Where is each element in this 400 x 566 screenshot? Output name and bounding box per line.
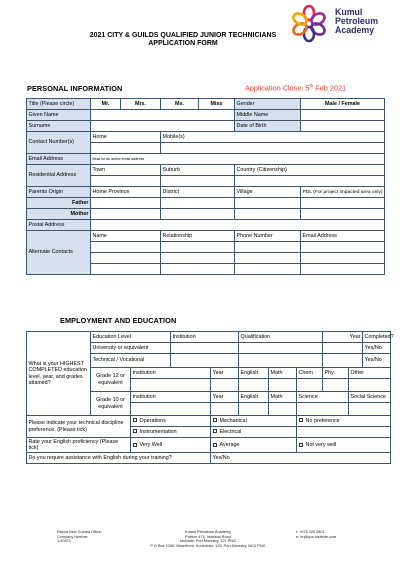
grade12-math-header: Math bbox=[269, 368, 297, 379]
alt-name-field[interactable] bbox=[91, 264, 161, 275]
technical-year-field[interactable] bbox=[323, 354, 363, 368]
home-phone-field[interactable] bbox=[91, 143, 161, 154]
grade12-english-field[interactable] bbox=[239, 379, 269, 392]
grade12-year-header: Year bbox=[211, 368, 239, 379]
technical-qualification-field[interactable] bbox=[239, 354, 323, 368]
english-rate-label: Rate your English proficiency (Please tick) bbox=[27, 438, 131, 453]
employment-heading: EMPLOYMENT AND EDUCATION bbox=[60, 316, 177, 325]
grade12-chem-field[interactable] bbox=[297, 379, 323, 392]
checkbox-icon[interactable] bbox=[299, 443, 303, 447]
grade12-chem-header: Chem bbox=[297, 368, 323, 379]
grade10-year-header: Year bbox=[211, 392, 239, 403]
parents-origin-label: Parents Origin bbox=[27, 187, 91, 198]
grade12-english-header: English bbox=[239, 368, 269, 379]
pdl-label: PDL (For project impacted area only) bbox=[301, 187, 385, 198]
grade10-institution-field[interactable] bbox=[131, 403, 211, 416]
dob-field[interactable] bbox=[301, 121, 385, 132]
checkbox-icon[interactable] bbox=[133, 429, 137, 433]
mother-village-field[interactable] bbox=[235, 209, 301, 220]
logo-text: Kumul Petroleum Academy bbox=[335, 7, 379, 35]
title-label: Title (Please circle) bbox=[27, 99, 91, 110]
home-province-label: Home Province bbox=[91, 187, 161, 198]
father-label: Father bbox=[27, 198, 91, 209]
alt-name-field[interactable] bbox=[91, 253, 161, 264]
email-field[interactable] bbox=[91, 154, 385, 165]
alt-contacts-label: Alternate Contacts bbox=[27, 231, 91, 275]
country-label: Country (Citizenship) bbox=[235, 165, 385, 176]
grade12-other-header: Other bbox=[349, 368, 391, 379]
option-instrumentation[interactable]: Instrumentation bbox=[131, 427, 211, 438]
given-name-label: Given Name bbox=[27, 110, 91, 121]
grade12-institution-field[interactable] bbox=[131, 379, 211, 392]
option-very-well[interactable]: Very Well bbox=[131, 438, 211, 453]
grade10-english-field[interactable] bbox=[239, 403, 269, 416]
grade10-social-science-header: Social Science bbox=[349, 392, 391, 403]
father-village-field[interactable] bbox=[235, 198, 301, 209]
alt-name-field[interactable] bbox=[91, 242, 161, 253]
personal-info-heading: PERSONAL INFORMATION bbox=[27, 84, 123, 93]
option-no-preference[interactable]: No preference bbox=[297, 416, 391, 427]
grade10-math-header: Math bbox=[269, 392, 297, 403]
suburb-label: Suburb bbox=[161, 165, 235, 176]
country-field[interactable] bbox=[235, 176, 385, 187]
checkbox-icon[interactable] bbox=[133, 443, 137, 447]
mother-label: Mother bbox=[27, 209, 91, 220]
grade12-other-field[interactable] bbox=[349, 379, 391, 392]
alt-relationship-label: Relationship bbox=[161, 231, 235, 242]
university-institution-field[interactable] bbox=[171, 343, 239, 354]
option-blank[interactable] bbox=[297, 427, 391, 438]
university-label: University or equivalent bbox=[91, 343, 171, 354]
mother-district-field[interactable] bbox=[161, 209, 235, 220]
discipline-label: Please indicate your technical discipline preference. (Please tick) bbox=[27, 416, 131, 438]
town-label: Town bbox=[91, 165, 161, 176]
home-phone-label: Home bbox=[91, 132, 161, 143]
middle-name-field[interactable] bbox=[301, 110, 385, 121]
residential-label: Residential Address bbox=[27, 165, 91, 187]
grade12-phy-field[interactable] bbox=[323, 379, 349, 392]
grade10-english-header: English bbox=[239, 392, 269, 403]
technical-label: Technical / Vocational bbox=[91, 354, 171, 368]
qualification-header: Qualification bbox=[239, 332, 323, 343]
university-qualification-field[interactable] bbox=[239, 343, 323, 354]
university-year-field[interactable] bbox=[323, 343, 363, 354]
father-province-field[interactable] bbox=[91, 198, 161, 209]
education-level-header: Education Level bbox=[91, 332, 171, 343]
alt-phone-field[interactable] bbox=[235, 264, 301, 275]
grade10-math-field[interactable] bbox=[269, 403, 297, 416]
father-pdl-field[interactable] bbox=[301, 198, 385, 209]
checkbox-icon[interactable] bbox=[213, 429, 217, 433]
town-field[interactable] bbox=[91, 176, 161, 187]
title-option-mrs[interactable]: Mrs. bbox=[121, 99, 161, 110]
title-option-mr[interactable]: Mr. bbox=[91, 99, 121, 110]
title-option-miss[interactable]: Miss bbox=[199, 99, 235, 110]
completed-header: Completed? bbox=[363, 332, 391, 343]
suburb-field[interactable] bbox=[161, 176, 235, 187]
footer-address: Kumul Petroleum Academy Portion 474, Idubada Road Idubada, Port Moresby, 121 PNG P O Box 1039, Waterfront, Konedobu, 125, Port Moresby, NCD PNG bbox=[150, 530, 266, 548]
institution-header: Institution bbox=[171, 332, 239, 343]
option-operations[interactable]: Operations bbox=[131, 416, 211, 427]
grade12-institution-header: Institution bbox=[131, 368, 211, 379]
year-header: Year bbox=[323, 332, 363, 343]
grade10-social-science-field[interactable] bbox=[349, 403, 391, 416]
grade10-label: Grade 10 or equivalent bbox=[91, 392, 131, 416]
postal-label: Postal Address bbox=[27, 220, 91, 231]
alt-phone-label: Phone Number bbox=[235, 231, 301, 242]
alt-email-label: Email Address bbox=[301, 231, 385, 242]
alt-email-field[interactable] bbox=[301, 253, 385, 264]
highest-education-label: What is your HIGHEST COMPLETED education level, year, and grades attained? bbox=[27, 332, 91, 416]
middle-name-label: Middle Name bbox=[235, 110, 301, 121]
grade10-institution-header: Institution bbox=[131, 392, 211, 403]
surname-field[interactable] bbox=[91, 121, 235, 132]
alt-email-field[interactable] bbox=[301, 242, 385, 253]
university-completed[interactable]: Yes/No bbox=[363, 343, 391, 354]
district-label: District bbox=[161, 187, 235, 198]
alt-relationship-field[interactable] bbox=[161, 242, 235, 253]
surname-label: Surname bbox=[27, 121, 91, 132]
title-option-ms[interactable]: Ms. bbox=[161, 99, 199, 110]
grade10-science-header: Science bbox=[297, 392, 349, 403]
postal-field[interactable] bbox=[91, 220, 385, 231]
technical-institution-field[interactable] bbox=[171, 354, 239, 368]
footer-contact: t: +675 320 2801 e: hr@kpa-institute.com bbox=[296, 530, 337, 539]
option-not-very-well[interactable]: Not very well bbox=[297, 438, 391, 453]
village-label: Village bbox=[235, 187, 301, 198]
grade12-year-field[interactable] bbox=[211, 379, 239, 392]
assistance-label: Do you require assistance with English during your training? bbox=[27, 453, 211, 464]
grade10-science-field[interactable] bbox=[297, 403, 349, 416]
given-name-field[interactable] bbox=[91, 110, 235, 121]
alt-phone-field[interactable] bbox=[235, 253, 301, 264]
kpa-logo bbox=[293, 2, 393, 46]
option-mechanical[interactable]: Mechanical bbox=[211, 416, 297, 427]
grade12-phy-header: Phy bbox=[323, 368, 349, 379]
assistance-field[interactable]: Yes/No bbox=[211, 453, 391, 464]
dob-label: Date of Birth bbox=[235, 121, 301, 132]
technical-completed[interactable]: Yes/No bbox=[363, 354, 391, 368]
father-district-field[interactable] bbox=[161, 198, 235, 209]
contact-label: Contact Number(s) bbox=[27, 132, 91, 154]
checkbox-icon[interactable] bbox=[299, 418, 303, 422]
alt-name-label: Name bbox=[91, 231, 161, 242]
education-table bbox=[26, 331, 394, 464]
gender-options[interactable]: Male / Female bbox=[301, 99, 385, 110]
checkbox-icon[interactable] bbox=[213, 418, 217, 422]
email-label: Email Address bbox=[27, 154, 91, 165]
email-note: Must be an active email address bbox=[92, 156, 145, 161]
alt-email-field[interactable] bbox=[301, 264, 385, 275]
flower-logo-icon bbox=[293, 5, 325, 41]
alt-relationship-field[interactable] bbox=[161, 264, 235, 275]
grade12-label: Grade 12 or equivalent bbox=[91, 368, 131, 392]
mother-pdl-field[interactable] bbox=[301, 209, 385, 220]
application-close-date: Application Close: 5th Feb 2021 bbox=[245, 83, 347, 93]
form-title: 2021 CITY & GUILDS QUALIFIED JUNIOR TECHNICIANS APPLICATION FORM bbox=[89, 32, 277, 47]
gender-label: Gender bbox=[235, 99, 301, 110]
mother-province-field[interactable] bbox=[91, 209, 161, 220]
option-electrical[interactable]: Electrical bbox=[211, 427, 297, 438]
alt-phone-field[interactable] bbox=[235, 242, 301, 253]
mobile-field[interactable] bbox=[161, 143, 385, 154]
footer-company: Papua New Guinea Office: Company Number 1-90471 bbox=[57, 530, 102, 544]
personal-info-table bbox=[26, 98, 385, 275]
grade12-math-field[interactable] bbox=[269, 379, 297, 392]
grade10-year-field[interactable] bbox=[211, 403, 239, 416]
checkbox-icon[interactable] bbox=[213, 443, 217, 447]
checkbox-icon[interactable] bbox=[133, 418, 137, 422]
alt-relationship-field[interactable] bbox=[161, 253, 235, 264]
option-average[interactable]: Average bbox=[211, 438, 297, 453]
mobile-label: Mobile(s) bbox=[161, 132, 385, 143]
